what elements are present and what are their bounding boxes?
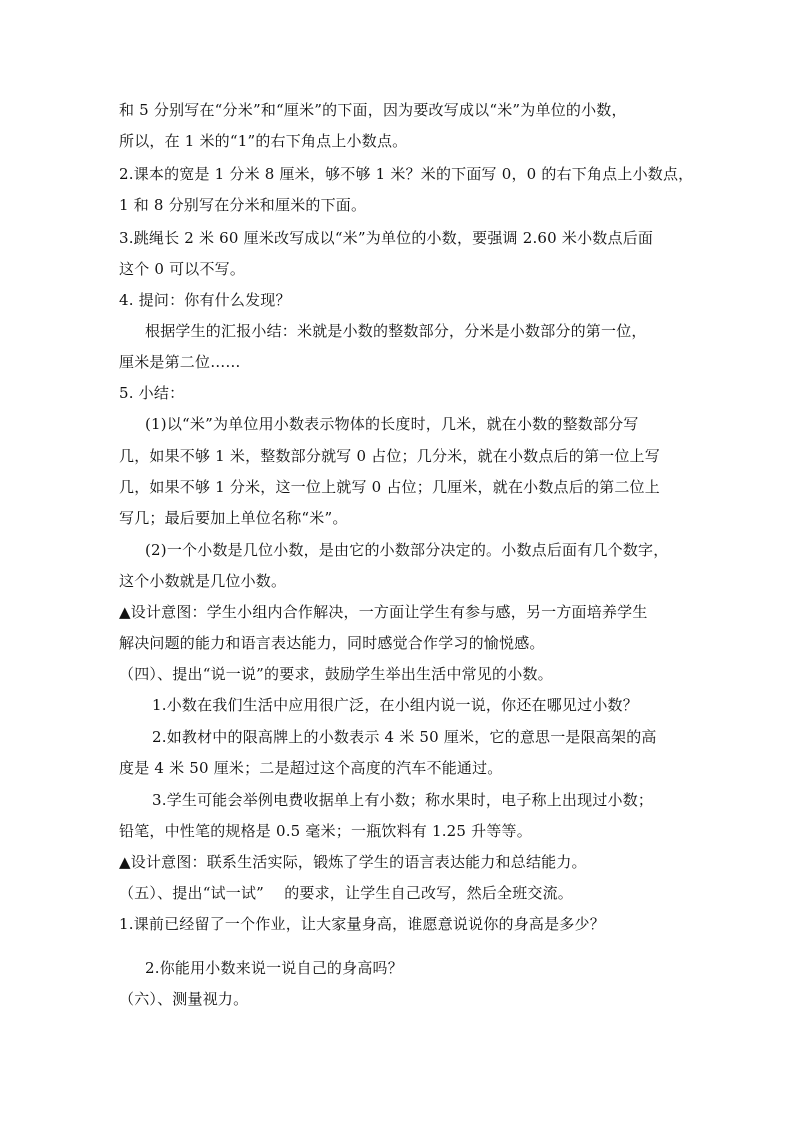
text-line: 3.跳绳长 2 米 60 厘米改写成以“米”为单位的小数，要强调 2.60 米小数点后面 (119, 229, 654, 247)
text-line: 1 和 8 分别写在分米和厘米的下面。 (119, 196, 367, 214)
section-heading: （四）、提出“说一说”的要求，鼓励学生举出生活中常见的小数。 (119, 665, 553, 683)
text-line: 和 5 分别写在“分米”和“厘米”的下面，因为要改写成以“米”为单位的小数， (119, 101, 627, 119)
text-line: 几，如果不够 1 米，整数部分就写 0 占位；几分米，就在小数点后的第一位上写 (119, 447, 660, 465)
text-line: (1)以“米”为单位用小数表示物体的长度时，几米，就在小数的整数部分写 (145, 415, 639, 433)
text-line: 5. 小结： (119, 384, 185, 402)
section-heading: （六）、测量视力。 (119, 990, 249, 1008)
text-line: 4. 提问：你有什么发现？ (119, 291, 291, 309)
text-line: ▲设计意图：学生小组内合作解决，一方面让学生有参与感，另一方面培养学生 (119, 603, 648, 621)
text-line: 铅笔，中性笔的规格是 0.5 毫米；一瓶饮料有 1.25 升等等。 (119, 822, 532, 840)
text-line: 2.你能用小数来说一说自己的身高吗？ (145, 959, 403, 977)
text-line: 1.小数在我们生活中应用很广泛，在小组内说一说，你还在哪见过小数？ (152, 696, 638, 714)
text-line: 这个小数就是几位小数。 (119, 572, 287, 590)
text-line: 2.如教材中的限高牌上的小数表示 4 米 50 厘米，它的意思一是限高架的高 (152, 728, 657, 746)
text-line: 几，如果不够 1 分米，这一位上就写 0 占位；几厘米，就在小数点后的第二位上 (119, 478, 660, 496)
text-line: ▲设计意图：联系生活实际，锻炼了学生的语言表达能力和总结能力。 (119, 853, 587, 871)
text-line: 3.学生可能会举例电费收据单上有小数；称水果时，电子称上出现过小数； (152, 791, 654, 809)
text-line: 解决问题的能力和语言表达能力，同时感觉合作学习的愉悦感。 (119, 634, 545, 652)
text-line: 2.课本的宽是 1 分米 8 厘米，够不够 1 米？米的下面写 0，0 的右下角点上小数点， (119, 165, 694, 183)
text-line: 度是 4 米 50 厘米；二是超过这个高度的汽车不能通过。 (119, 759, 503, 777)
text-line: (2)一个小数是几位小数，是由它的小数部分决定的。小数点后面有几个数字， (145, 541, 669, 559)
text-line: 所以，在 1 米的“1”的右下角点上小数点。 (119, 132, 408, 150)
text-line: 1.课前已经留了一个作业，让大家量身高，谁愿意说说你的身高是多少？ (119, 915, 605, 933)
section-heading: （五）、提出“试一试” 的要求，让学生自己改写，然后全班交流。 (119, 884, 574, 902)
text-line: 厘米是第二位…… (119, 353, 241, 371)
text-line: 根据学生的汇报小结：米就是小数的整数部分，分米是小数部分的第一位， (145, 322, 647, 340)
text-line: 这个 0 可以不写。 (119, 260, 246, 278)
text-line: 写几；最后要加上单位名称“米”。 (119, 509, 348, 527)
